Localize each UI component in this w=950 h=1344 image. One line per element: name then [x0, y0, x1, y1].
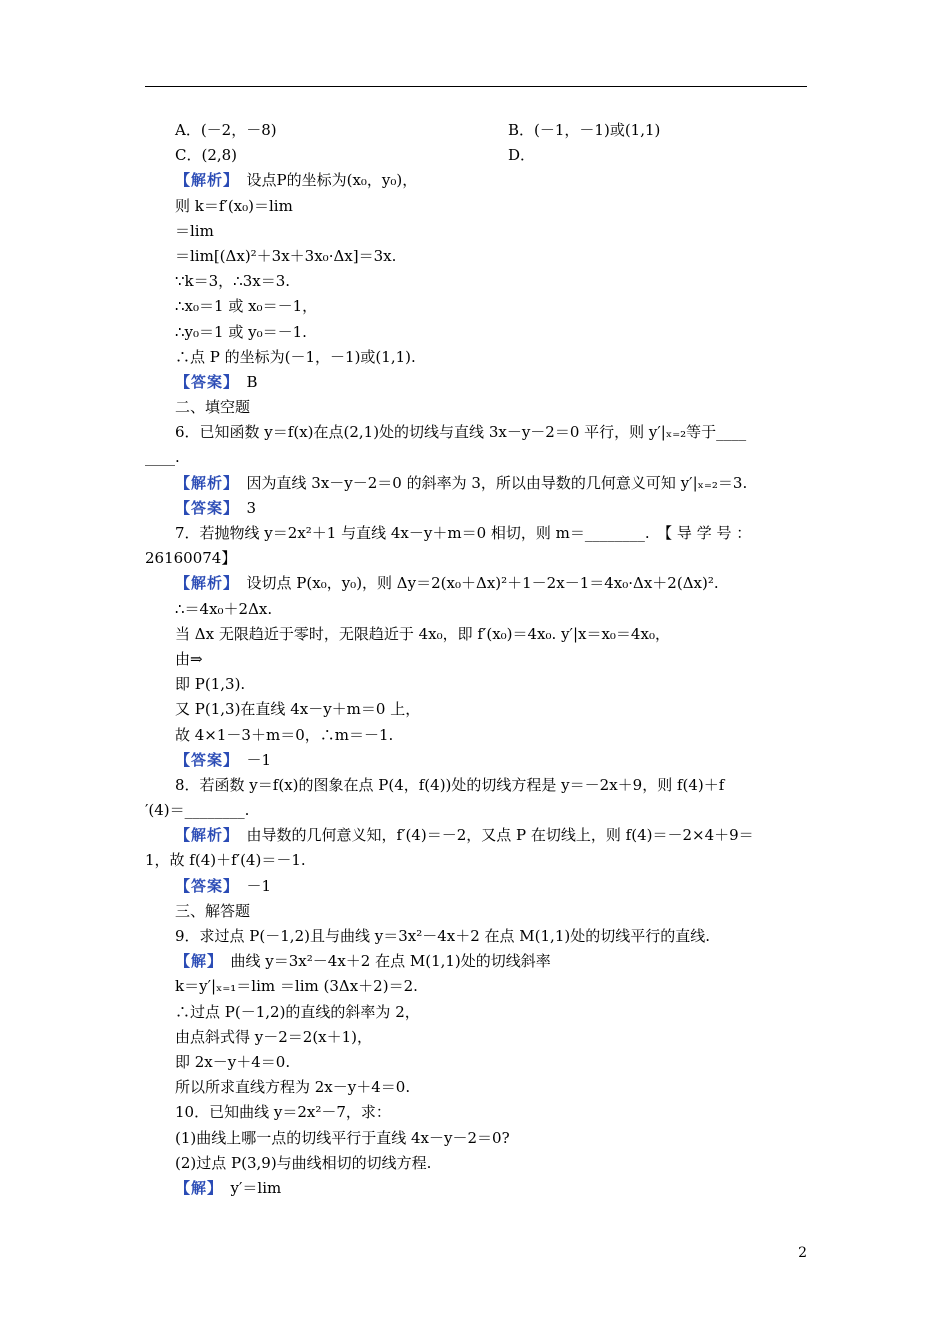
tagged-line — [145, 748, 807, 773]
text-line: (1)曲线上哪一点的切线平行于直线 4x－y－2＝0? — [175, 1128, 510, 1147]
text-line: 1，故 f(4)＋f′(4)＝－1. — [145, 851, 306, 870]
section-tag: 【答案】 — [175, 750, 232, 769]
section-tag: 【解析】 — [175, 574, 232, 593]
text-line: 即 P(1,3). — [175, 675, 246, 694]
document-body — [145, 118, 807, 1201]
header-rule — [145, 86, 807, 87]
tagged-line — [145, 1176, 807, 1201]
text-line: 9．求过点 P(－1,2)且与曲线 y＝3x²－4x＋2 在点 M(1,1)处的切线平行的直线. — [175, 927, 710, 945]
text-line: 7．若抛物线 y＝2x²＋1 与直线 4x－y＋m＝0 相切，则 m＝________. 【 导 学 号 ： — [175, 524, 752, 542]
text-line: 8．若函数 y＝f(x)的图象在点 P(4，f(4))处的切线方程是 y＝－2x＋9，则 f(4)＋f — [175, 775, 725, 794]
tagged-line — [145, 823, 807, 848]
text-line: ∴过点 P(－1,2)的直线的斜率为 2， — [175, 1002, 420, 1021]
option-left: C．(2,8) — [175, 146, 238, 165]
section-tag: 【解析】 — [175, 473, 232, 492]
text-line: ∴点 P 的坐标为(－1，－1)或(1,1). — [175, 347, 416, 366]
section-tag: 【解析】 — [175, 171, 232, 190]
text-line: ∵k＝3，∴3x＝3. — [175, 272, 291, 291]
text-line: 由⇒ — [175, 649, 203, 668]
section-tag: 【解】 — [175, 1178, 216, 1197]
text-line: ∴x₀＝1 或 x₀＝－1， — [175, 297, 318, 316]
text-line: ∴y₀＝1 或 y₀＝－1. — [175, 322, 307, 341]
line-text: B — [231, 372, 258, 391]
text-line: 即 2x－y＋4＝0. — [175, 1052, 291, 1071]
section-tag: 【解】 — [175, 952, 216, 971]
text-line: 26160074】 — [145, 549, 237, 568]
tagged-line — [145, 471, 807, 496]
section-tag: 【答案】 — [175, 372, 232, 391]
line-text: y′＝lim — [215, 1178, 282, 1197]
line-text: 设点P的坐标为(x₀，y₀)， — [231, 171, 418, 190]
text-line: 二、填空题 — [175, 398, 251, 417]
tagged-line — [145, 496, 807, 521]
line-text: －1 — [231, 876, 272, 895]
line-text: 3 — [231, 498, 257, 517]
line-text: 曲线 y＝3x²－4x＋2 在点 M(1,1)处的切线斜率 — [215, 952, 551, 971]
line-text: 设切点 P(x₀，y₀)，则 Δy＝2(x₀＋Δx)²＋1－2x－1＝4x₀·Δx＋2(Δx)². — [231, 574, 719, 593]
text-line: 10．已知曲线 y＝2x²－7，求： — [175, 1103, 391, 1122]
text-line: 由点斜式得 y－2＝2(x＋1)， — [175, 1027, 373, 1046]
tagged-line — [145, 370, 807, 395]
section-tag: 【答案】 — [175, 498, 232, 517]
line-text: －1 — [231, 750, 272, 769]
text-line: ＝lim[(Δx)²＋3x＋3x₀·Δx]＝3x. — [175, 246, 397, 265]
option-row — [145, 118, 807, 143]
text-line: 三、解答题 — [175, 901, 251, 920]
text-line: k＝y′|ₓ₌₁＝lim ＝lim (3Δx＋2)＝2. — [175, 977, 418, 996]
text-line: 则 k＝f′(x₀)＝lim — [175, 196, 293, 215]
line-text: 因为直线 3x－y－2＝0 的斜率为 3，所以由导数的几何意义可知 y′|ₓ₌₂＝3. — [231, 473, 748, 492]
text-line: 当 Δx 无限趋近于零时，无限趋近于 4x₀，即 f′(x₀)＝4x₀. y′|x＝x₀＝4x₀， — [175, 624, 670, 643]
option-right: B．(－1，－1)或(1,1) — [508, 121, 661, 139]
option-right: D． — [508, 146, 536, 165]
text-line: 所以所求直线方程为 2x－y＋4＝0. — [175, 1078, 411, 1097]
section-tag: 【答案】 — [175, 876, 232, 895]
option-row — [145, 143, 807, 168]
option-left: A．(－2，－8) — [175, 121, 277, 139]
tagged-line — [145, 168, 807, 193]
line-text: 由导数的几何意义知，f′(4)＝－2，又点 P 在切线上，则 f(4)＝－2×4＋9＝ — [231, 826, 754, 845]
tagged-line — [145, 874, 807, 899]
text-line: 又 P(1,3)在直线 4x－y＋m＝0 上， — [175, 700, 421, 719]
tagged-line — [145, 571, 807, 596]
text-line: ′(4)＝________. — [145, 801, 250, 820]
text-line: ∴＝4x₀＋2Δx. — [175, 599, 273, 618]
text-line: ____. — [145, 448, 180, 467]
tagged-line — [145, 949, 807, 974]
section-tag: 【解析】 — [175, 826, 232, 845]
page-number: 2 — [798, 1245, 807, 1261]
text-line: 6．已知函数 y＝f(x)在点(2,1)处的切线与直线 3x－y－2＝0 平行，则 y′|ₓ₌₂等于____ — [175, 423, 747, 442]
text-line: ＝lim — [175, 221, 214, 240]
text-line: 故 4×1－3＋m＝0，∴m＝－1. — [175, 725, 394, 744]
text-line: (2)过点 P(3,9)与曲线相切的切线方程. — [175, 1153, 432, 1172]
